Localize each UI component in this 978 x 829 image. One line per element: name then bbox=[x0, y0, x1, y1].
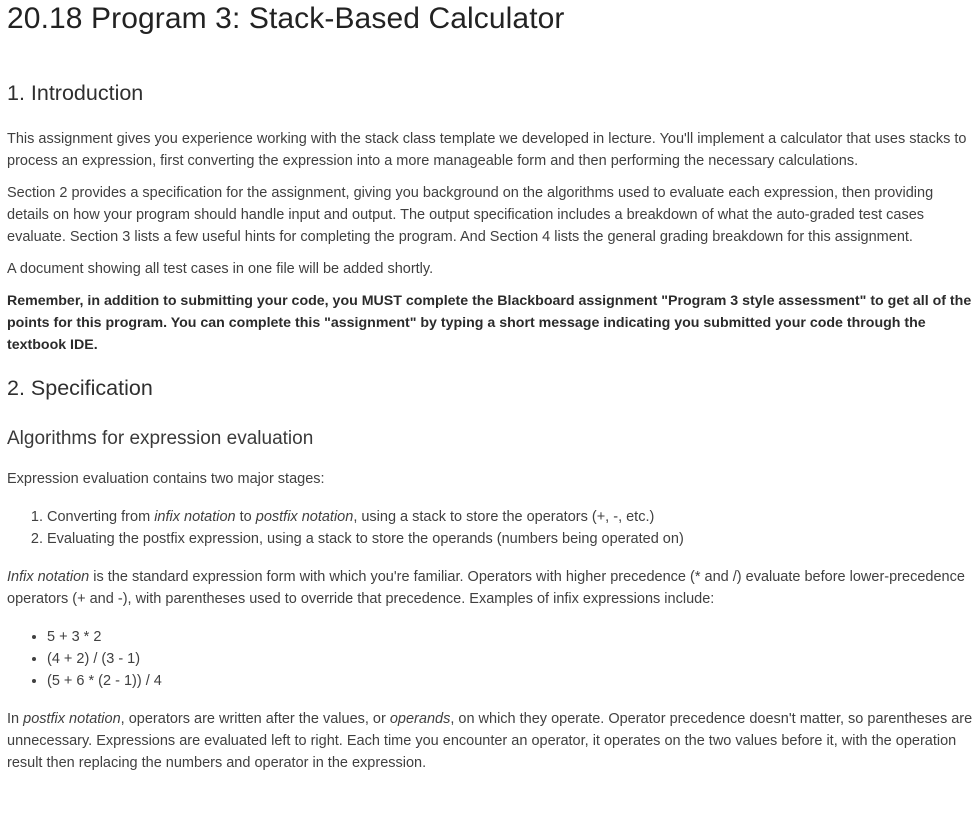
list-item: 2. Evaluating the postfix expression, using a stack to store the operands (numbers being operated on) bbox=[47, 528, 974, 550]
section-heading-introduction: 1. Introduction bbox=[7, 81, 144, 105]
infix-paragraph: Infix notation is the standard expression form with which you're familiar. Operators with higher precedence (* and /) evaluate before lower-precedence operators (+ and -), with parentheses used to override that precedence. Examples of infix expressions include: bbox=[7, 569, 965, 607]
postfix-term: postfix notation bbox=[255, 509, 354, 525]
list-item: • 5 + 3 * 2 bbox=[47, 626, 974, 648]
stages-intro: Expression evaluation contains two major stages: bbox=[7, 471, 325, 487]
section-heading-specification: 2. Specification bbox=[7, 376, 153, 400]
subsection-heading-algorithms: Algorithms for expression evaluation bbox=[7, 428, 314, 449]
list-item: • (5 + 6 * (2 - 1)) / 4 bbox=[47, 670, 974, 692]
postfix-paragraph: In postfix notation, operators are written after the values, or operands, on which they operate. Operator precedence doesn't matter, so parentheses are unnecessary. Expressions are evaluated left to right. Each time you encounter an operator, it operates on the two values before it, with the operation result then replacing the numbers and operator in the expression. bbox=[7, 711, 973, 771]
intro-paragraph-2: Section 2 provides a specification for the assignment, giving you background on the algorithms used to evaluate each expression, then providing details on how your program should handle input and output. The output specification includes a breakdown of what the auto-graded test cases evaluate. Section 3 lists a few useful hints for completing the program. And Section 4 lists the general grading breakdown for this assignment. bbox=[7, 185, 934, 245]
list-item: • (4 + 2) / (3 - 1) bbox=[47, 648, 974, 670]
page-title: 20.18 Program 3: Stack-Based Calculator bbox=[7, 2, 565, 35]
intro-paragraph-1: This assignment gives you experience working with the stack class template we developed in lecture. You'll implement a calculator that uses stacks to process an expression, first converting the expression into a more manageable form and then performing the necessary calculations. bbox=[7, 131, 967, 169]
infix-term: infix notation bbox=[154, 509, 236, 525]
intro-paragraph-3: A document showing all test cases in one file will be added shortly. bbox=[7, 261, 434, 277]
list-item: 1. Converting from infix notation to postfix notation, using a stack to store the operators (+, -, etc.) bbox=[47, 506, 974, 528]
intro-paragraph-reminder: Remember, in addition to submitting your code, you MUST complete the Blackboard assignment "Program 3 style assessment" to get all of the points for this program. You can complete this "assignment" by typing a short message indicating you submitted your code through the textbook IDE. bbox=[7, 293, 972, 353]
infix-examples-list bbox=[7, 626, 974, 692]
stages-list bbox=[7, 506, 974, 550]
